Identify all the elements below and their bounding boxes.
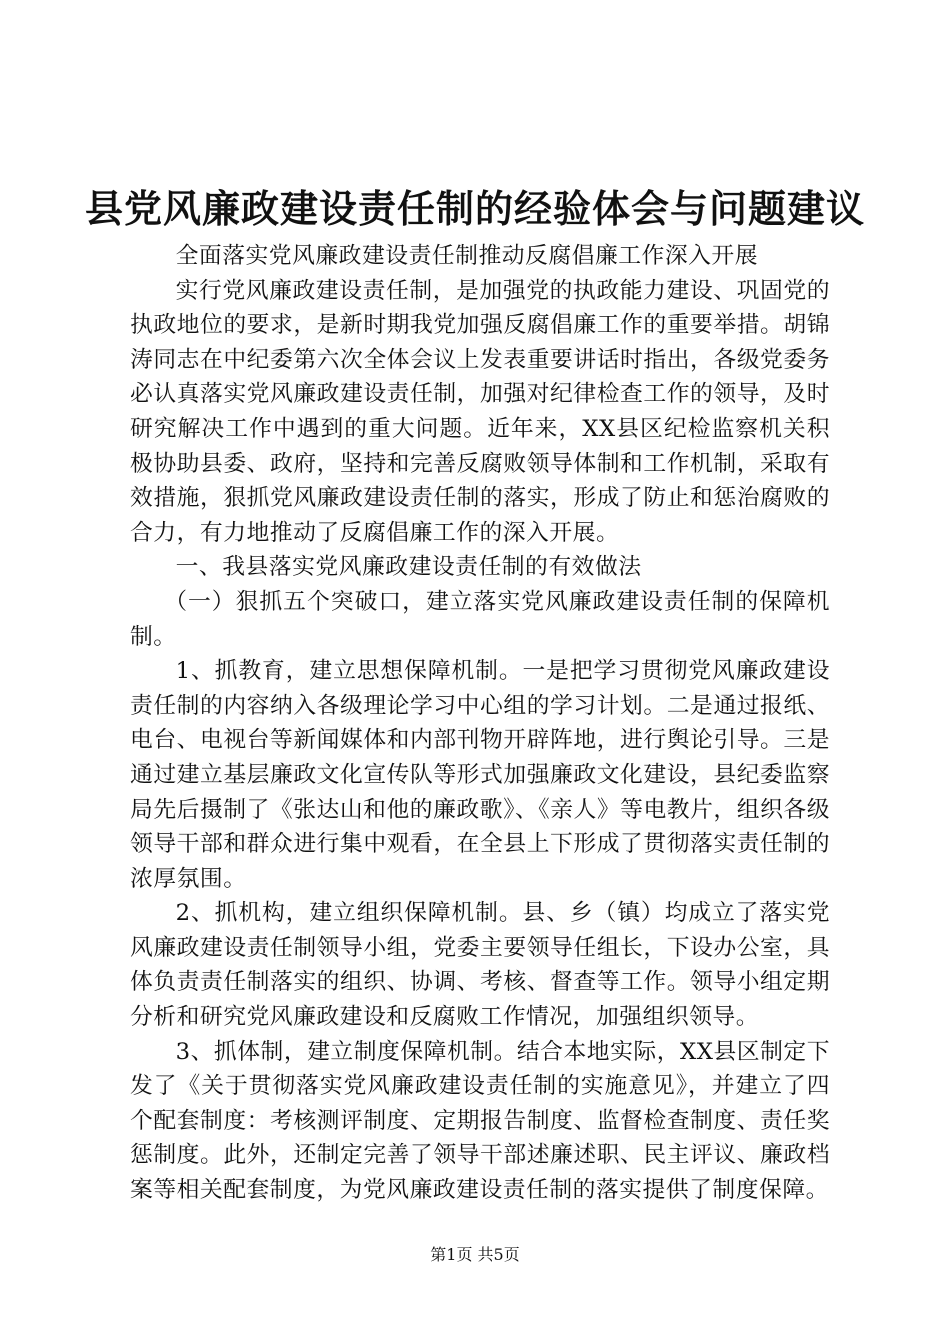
- document-title: 县党风廉政建设责任制的经验体会与问题建议: [84, 186, 865, 231]
- section-heading: 一、我县落实党风廉政建设责任制的有效做法: [175, 554, 642, 581]
- body-paragraph-system: 3、抓体制，建立制度保障机制。结合本地实际，XX县区制定下发了《关于贯彻落实党风廉政建设责任制的实施意见》，并建立了四个配套制度：考核测评制度、定期报告制度、监督检查制度、责任奖惩制度。此外，还制定完善了领导干部述廉述职、民主评议、廉政档案等相关配套制度，为党风廉政建设责任制的落实提供了制度保障。: [130, 1038, 830, 1204]
- document-body: [130, 239, 830, 1208]
- subtitle-paragraph: 全面落实党风廉政建设责任制推动反腐倡廉工作深入开展: [175, 243, 759, 269]
- body-paragraph-education: 1、抓教育，建立思想保障机制。一是把学习贯彻党风廉政建设责任制的内容纳入各级理论学习中心组的学习计划。二是通过报纸、电台、电视台等新闻媒体和内部刊物开辟阵地，进行舆论引导。三是通过建立基层廉政文化宣传队等形式加强廉政文化建设，县纪委监察局先后摄制了《张达山和他的廉政歌》、《亲人》等电教片，组织各级领导干部和群众进行集中观看，在全县上下形成了贯彻落实责任制的浓厚氛围。: [130, 658, 830, 892]
- body-paragraph-organization: 2、抓机构，建立组织保障机制。县、乡（镇）均成立了落实党风廉政建设责任制领导小组，党委主要领导任组长，下设办公室，具体负责责任制落实的组织、协调、考核、督查等工作。领导小组定期分析和研究党风廉政建设和反腐败工作情况，加强组织领导。: [130, 900, 830, 1031]
- subsection-heading: （一）狠抓五个突破口，建立落实党风廉政建设责任制的保障机制。: [130, 588, 830, 650]
- intro-paragraph: 实行党风廉政建设责任制，是加强党的执政能力建设、巩固党的执政地位的要求，是新时期我党加强反腐倡廉工作的重要举措。胡锦涛同志在中纪委第六次全体会议上发表重要讲话时指出，各级党委务必认真落实党风廉政建设责任制，加强对纪律检查工作的领导，及时研究解决工作中遇到的重大问题。近年来，XX县区纪检监察机关积极协助县委、政府，坚持和完善反腐败领导体制和工作机制，采取有效措施，狠抓党风廉政建设责任制的落实，形成了防止和惩治腐败的合力，有力地推动了反腐倡廉工作的深入开展。: [130, 277, 830, 546]
- page-footer: 第1页 共5页: [430, 1245, 520, 1264]
